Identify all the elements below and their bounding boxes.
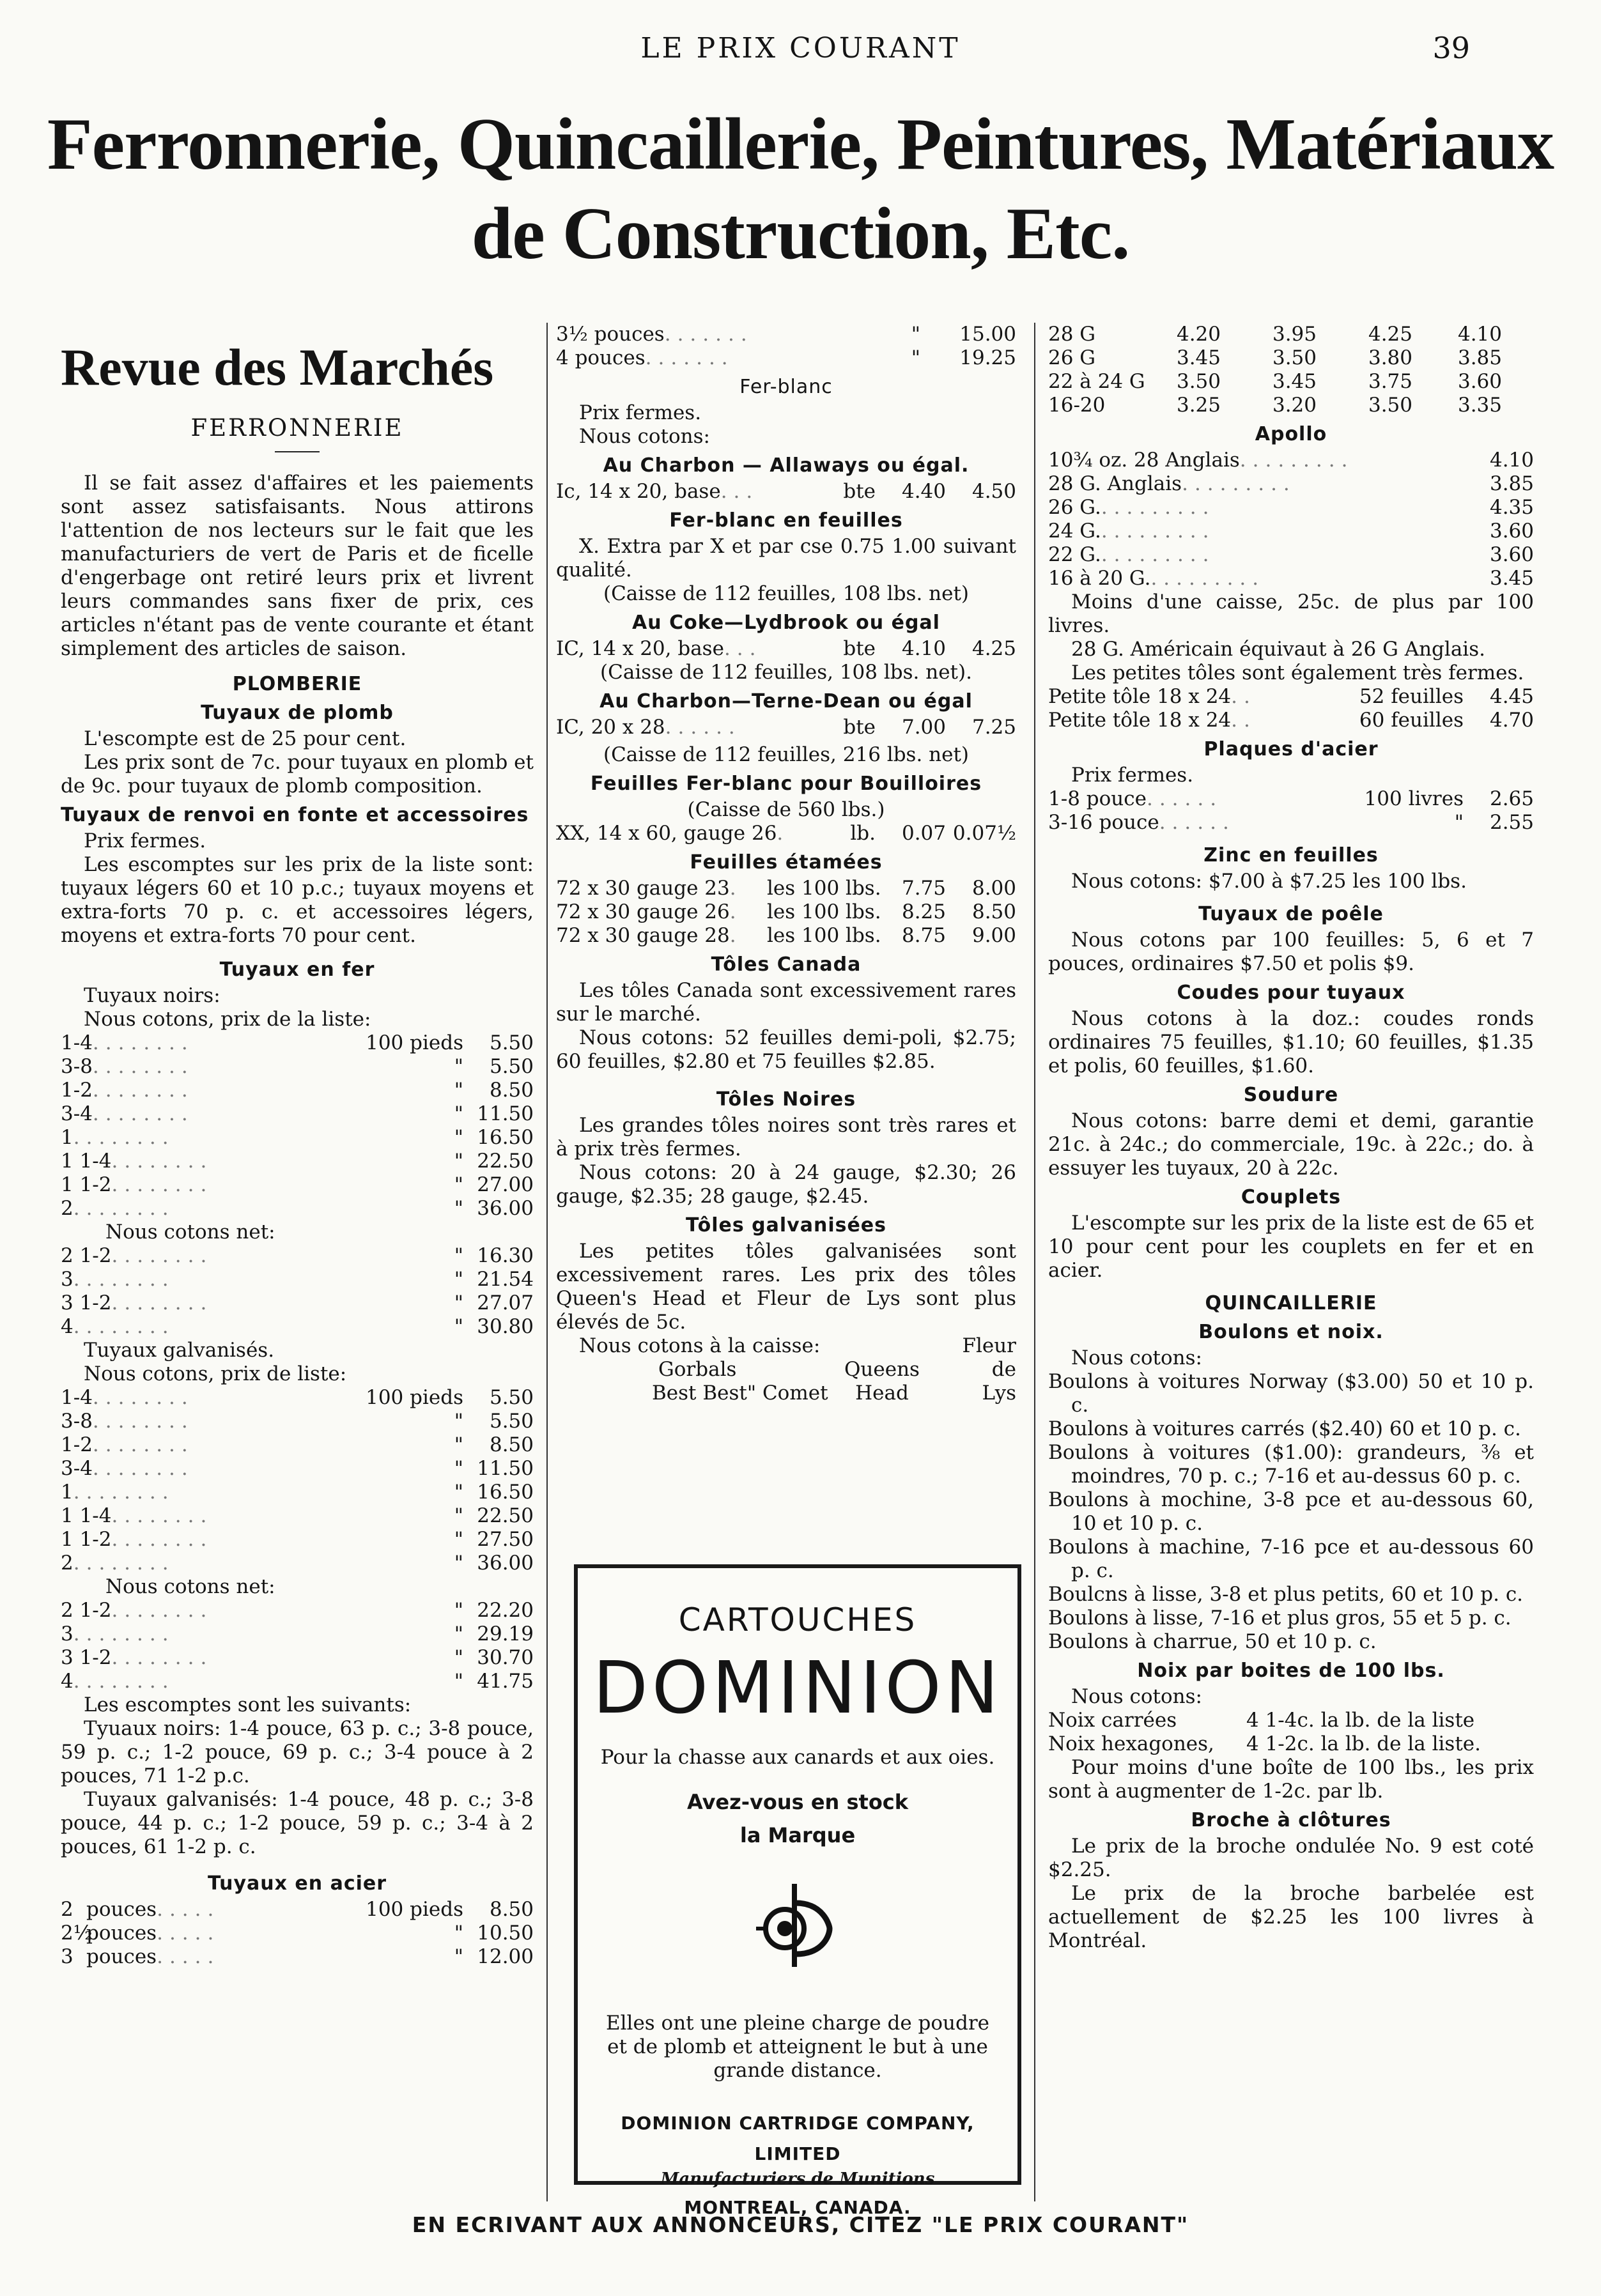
list-item: Boulcns à lisse, 3-8 et plus petits, 60 et 10 p. c. xyxy=(1048,1583,1524,1606)
noirs-table xyxy=(61,1031,534,1221)
zinc-paragraph: Nous cotons: $7.00 à $7.25 les 100 lbs. xyxy=(1071,870,1467,893)
table-row: 3 1-2 ........ " 27.07 xyxy=(61,1291,534,1314)
list-item: Boulons à voitures carrés ($2.40) 60 et 10 p. c. xyxy=(1048,1417,1521,1440)
table-row: 16 à 20 G. ......... 3.45 xyxy=(1048,567,1534,590)
boulons-heading: Boulons et noix. xyxy=(1198,1321,1384,1343)
canada-heading: Tôles Canada xyxy=(711,953,862,976)
ad-dominion: DOMINION xyxy=(592,1647,1003,1730)
ad-cartouches: CARTOUCHES xyxy=(678,1601,917,1638)
ad-makers: Manufacturiers de Munitions xyxy=(660,2169,935,2189)
table-row: Noix carrées 4 1-4c. la lb. de la liste xyxy=(1048,1709,1475,1732)
list-item: Boulons à voitures Norway ($3.00) 50 et 10 p. c. xyxy=(1048,1370,1534,1417)
footer-notice: EN ECRIVANT AUX ANNONCEURS, CITEZ "LE PRIX COURANT" xyxy=(412,2212,1189,2237)
table-row: 2 ........ " 36.00 xyxy=(61,1197,534,1220)
page-number: 39 xyxy=(1432,31,1470,65)
tuyaux-acier-heading: Tuyaux en acier xyxy=(207,1872,387,1895)
dominion-advertisement xyxy=(574,1564,1021,2218)
tuyaux-noirs-label: Tuyaux noirs: xyxy=(84,984,220,1007)
nous-cotons-net-2: Nous cotons net: xyxy=(105,1575,275,1598)
petites-paragraph: Les petites tôles sont également très fermes. xyxy=(1071,661,1524,684)
revue-heading: Revue des Marchés xyxy=(61,338,494,396)
nous-cotons-liste: Nous cotons, prix de la liste: xyxy=(84,1008,371,1031)
ferblanc-feuilles-heading: Fer-blanc en feuilles xyxy=(669,509,903,532)
table-row: 3 ........ " 29.19 xyxy=(61,1622,534,1645)
table-row: 1 1-2 ........ " 27.00 xyxy=(61,1173,534,1196)
table-row: 3-4 ........ " 11.50 xyxy=(61,1102,534,1125)
running-head: LE PRIX COURANT xyxy=(640,32,961,65)
galv-escomptes: Tuyaux galvanisés: 1-4 pouce, 48 p. c.; 3-8 pouce, 44 p. c.; 1-2 pouce, 59 p. c.; 3-4 à 2 pouces, 61 1-2 p. c. xyxy=(61,1788,534,1858)
nous-cotons: Nous cotons: xyxy=(579,425,710,448)
couplets-heading: Couplets xyxy=(1241,1186,1342,1208)
charbon-heading: Au Charbon — Allaways ou égal. xyxy=(603,454,970,477)
table-row: 1-2 ........ " 8.50 xyxy=(61,1079,534,1102)
table-row: 3-8 ........ " 5.50 xyxy=(61,1410,534,1433)
caisse-note: (Caisse de 112 feuilles, 216 lbs. net) xyxy=(603,743,970,766)
table-row: 1 ........ " 16.50 xyxy=(61,1481,534,1504)
galv-net-table xyxy=(61,1599,534,1693)
list-item: Boulons à charrue, 50 et 10 p. c. xyxy=(1048,1630,1377,1653)
caisse-note: (Caisse de 560 lbs.) xyxy=(687,798,885,821)
noix-paragraph: Pour moins d'une boîte de 100 lbs., les prix sont à augmenter de 1-2c. par lb. xyxy=(1048,1756,1534,1803)
broche-heading: Broche à clôtures xyxy=(1191,1809,1391,1831)
nous-cotons-liste-2: Nous cotons, prix de liste: xyxy=(84,1362,347,1385)
column-3 xyxy=(1048,323,1534,1953)
escompte-25: L'escompte est de 25 pour cent. xyxy=(84,727,406,750)
table-row: 4 ........ " 41.75 xyxy=(61,1670,534,1693)
table-row: 24 G. ......... 3.60 xyxy=(1048,520,1534,543)
table-row: 72 x 30 gauge 23 . les 100 lbs. 7.75 8.00 xyxy=(556,877,1016,900)
caisse-note: (Caisse de 112 feuilles, 108 lbs. net) xyxy=(603,582,970,605)
table-row: 3-16 pouce ...... " 2.55 xyxy=(1048,811,1534,834)
table-row: 1-2 ........ " 8.50 xyxy=(61,1433,534,1456)
intro-paragraph: Il se fait assez d'affaires et les paiements sont assez satisfaisants. Nous attirons l'attention de nos lecteurs sur le fait que les manufacturiers de vert de Paris et de ficelle d'engerbage ont retiré leurs prix et livrent leurs commandes sans fixer de prix, ces articles n'étant pas de vente courante et étant simplement des articles de saison. xyxy=(61,472,534,660)
noix-heading: Noix par boites de 100 lbs. xyxy=(1137,1660,1445,1682)
table-row: 1 ........ " 16.50 xyxy=(61,1126,534,1149)
ad-city: MONTREAL, CANADA. xyxy=(684,2197,911,2218)
etamees-heading: Feuilles étamées xyxy=(690,851,883,874)
soudure-paragraph: Nous cotons: barre demi et demi, garantie 21c. à 24c.; do commerciale, 19c. à 22c.; do. à essuyer les tuyaux, 20 à 22c. xyxy=(1048,1109,1534,1180)
tuyaux-fer-heading: Tuyaux en fer xyxy=(219,959,375,981)
table-row: 4 pouces ....... " 19.25 xyxy=(556,346,1016,369)
galv-heading: Tôles galvanisées xyxy=(685,1214,887,1237)
ad-company: DOMINION CARTRIDGE COMPANY, LIMITED xyxy=(621,2113,975,2164)
page-title-line1: Ferronnerie, Quincaillerie, Peintures, Matériaux xyxy=(47,104,1554,185)
table-row: Noix hexagones, 4 1-2c. la lb. de la liste. xyxy=(1048,1732,1481,1755)
table-row: 22 à 24 G 3.50 3.45 3.75 3.60 xyxy=(1048,370,1502,393)
ad-description: Elles ont une pleine charge de poudre et de plomb et atteignent le but à une grande distance. xyxy=(605,2012,990,2082)
broche-paragraph-2: Le prix de la broche barbelée est actuellement de $2.25 les 100 livres à Montréal. xyxy=(1048,1882,1534,1952)
table-row: 2 ........ " 36.00 xyxy=(61,1552,534,1575)
bouilloires-heading: Feuilles Fer-blanc pour Bouilloires xyxy=(590,773,982,795)
coke-heading: Au Coke—Lydbrook ou égal xyxy=(632,612,940,634)
tuyaux-galv-label: Tuyaux galvanisés. xyxy=(84,1339,275,1362)
cartridge-logo-icon xyxy=(756,1877,839,1973)
quincaillerie-heading: QUINCAILLERIE xyxy=(1205,1292,1377,1314)
list-item: Boulons à machine, 7-16 pce et au-dessous 60 p. c. xyxy=(1048,1536,1534,1582)
broche-paragraph: Le prix de la broche ondulée No. 9 est coté $2.25. xyxy=(1048,1835,1534,1881)
table-row: Petite tôle 18 x 24 .. 52 feuilles 4.45 xyxy=(1048,685,1534,708)
table-row: 1 1-2 ........ " 27.50 xyxy=(61,1528,534,1551)
caisse-note: (Caisse de 112 feuilles, 108 lbs. net). xyxy=(600,661,972,684)
table-row: IC, 20 x 28 ...... bte 7.00 7.25 xyxy=(556,716,1016,739)
galv-table xyxy=(61,1386,534,1575)
column-1 xyxy=(61,323,534,1969)
poele-paragraph: Nous cotons par 100 feuilles: 5, 6 et 7 pouces, ordinaires $7.50 et polis $9. xyxy=(1048,928,1534,975)
table-row: 4 ........ " 30.80 xyxy=(61,1315,534,1338)
acier-table xyxy=(61,1898,534,1969)
table-row: 3-4 ........ " 11.50 xyxy=(61,1457,534,1480)
noires-paragraph-2: Nous cotons: 20 à 24 gauge, $2.30; 26 gauge, $2.35; 28 gauge, $2.45. xyxy=(556,1161,1016,1208)
table-row: 2 1-2 ........ " 16.30 xyxy=(61,1244,534,1267)
apollo-heading: Apollo xyxy=(1255,423,1327,445)
table-row: 2 pouces ..... 100 pieds 8.50 xyxy=(61,1898,534,1921)
prix-fermes: Prix fermes. xyxy=(1071,764,1194,787)
table-row: Petite tôle 18 x 24 .. 60 feuilles 4.70 xyxy=(1048,709,1534,732)
ad-tagline: Pour la chasse aux canards et aux oies. xyxy=(600,1746,995,1769)
noirs-net-table xyxy=(61,1244,534,1339)
galv-heads-row-2: Best Best" Comet Head Lys xyxy=(652,1382,1016,1405)
noirs-escomptes: Tyuaux noirs: 1-4 pouce, 63 p. c.; 3-8 pouce, 59 p. c.; 1-2 pouce, 69 p. c.; 3-4 pouce à 2 pouces, 71 1-2 p.c. xyxy=(61,1717,534,1787)
table-row: 72 x 30 gauge 26 . les 100 lbs. 8.25 8.50 xyxy=(556,900,1016,923)
table-row: 2 1-2 ........ " 22.20 xyxy=(61,1599,534,1622)
extra-text: X. Extra par X et par cse 0.75 1.00 suivant qualité. xyxy=(556,535,1016,582)
canada-paragraph-2: Nous cotons: 52 feuilles demi-poli, $2.75; 60 feuilles, $2.80 et 75 feuilles $2.85. xyxy=(556,1026,1016,1073)
tuyaux-plomb-heading: Tuyaux de plomb xyxy=(201,702,394,724)
couplets-paragraph: L'escompte sur les prix de la liste est de 65 et 10 pour cent pour les couplets en fer et en acier. xyxy=(1048,1212,1534,1282)
plaques-heading: Plaques d'acier xyxy=(1203,738,1379,760)
galv-paragraph: Les petites tôles galvanisées sont excessivement rares. Les prix des tôles Queen's Head et Fleur de Lys sont plus élevés de 5c. xyxy=(556,1240,1016,1334)
table-row: 16-20 3.25 3.20 3.50 3.35 xyxy=(1048,394,1502,417)
table-row: 3½ pouces ....... " 15.00 xyxy=(556,323,1016,346)
ad-stock-question: Avez-vous en stock la Marque xyxy=(686,1790,909,1847)
page-title-line2: de Construction, Etc. xyxy=(471,193,1130,275)
escomptes-liste: Les escomptes sur les prix de la liste sont: tuyaux légers 60 et 10 p.c.; tuyaux moyens et extra-forts 70 p. c. et accessoires légers, moyens et extra-forts 70 pour cent. xyxy=(61,853,534,947)
table-row: 3-8 ........ " 5.50 xyxy=(61,1055,534,1078)
list-item: Boulons à lisse, 7-16 et plus gros, 55 et 5 p. c. xyxy=(1048,1606,1512,1630)
table-row: 26 G 3.45 3.50 3.80 3.85 xyxy=(1048,346,1502,369)
table-row: 28 G. Anglais ......... 3.85 xyxy=(1048,472,1534,495)
nous-cotons-net: Nous cotons net: xyxy=(105,1221,275,1244)
table-row: 2½ pouces ..... " 10.50 xyxy=(61,1922,534,1945)
table-row: 10¾ oz. 28 Anglais ......... 4.10 xyxy=(1048,449,1534,472)
table-row: 1 1-4 ........ " 22.50 xyxy=(61,1504,534,1527)
galv-caisse-row: Nous cotons à la caisse: Fleur xyxy=(579,1334,1016,1357)
soudure-heading: Soudure xyxy=(1243,1084,1339,1106)
plomberie-heading: PLOMBERIE xyxy=(232,673,362,695)
list-item: Boulons à voitures ($1.00): grandeurs, ⅜ et moindres, 70 p. c.; 7-16 et au-dessus 60 p. c. xyxy=(1048,1441,1534,1488)
table-row: 1-4 ........ 100 pieds 5.50 xyxy=(61,1386,534,1409)
renvoi-heading: Tuyaux de renvoi en fonte et accessoires xyxy=(61,804,529,826)
table-row: 3 ........ " 21.54 xyxy=(61,1268,534,1291)
noires-heading: Tôles Noires xyxy=(716,1088,856,1111)
nous-cotons: Nous cotons: xyxy=(1071,1346,1202,1369)
column-rule xyxy=(546,323,548,2201)
table-row: 1 1-4 ........ " 22.50 xyxy=(61,1150,534,1173)
column-2 xyxy=(556,323,1016,1405)
nous-cotons-2: Nous cotons: xyxy=(1071,1685,1202,1708)
table-row: IC, 14 x 20, base ... bte 4.10 4.25 xyxy=(556,637,1016,660)
ferblanc-heading: Fer-blanc xyxy=(739,376,833,398)
terne-heading: Au Charbon—Terne-Dean ou égal xyxy=(599,690,973,713)
table-row: 26 G. ......... 4.35 xyxy=(1048,496,1534,519)
list-item: Boulons à mochine, 3-8 pce et au-dessous 60, 10 et 10 p. c. xyxy=(1048,1488,1534,1535)
table-row: 72 x 30 gauge 28 . les 100 lbs. 8.75 9.00 xyxy=(556,924,1016,947)
table-row: 1-8 pouce ...... 100 livres 2.65 xyxy=(1048,787,1534,810)
table-row: 3 1-2 ........ " 30.70 xyxy=(61,1646,534,1669)
table-row: 1-4 ........ 100 pieds 5.50 xyxy=(61,1031,534,1054)
table-row: 22 G. ......... 3.60 xyxy=(1048,543,1534,566)
table-row: XX, 14 x 60, gauge 26 . lb. 0.07 0.07½ xyxy=(556,822,1016,845)
prix-fermes: Prix fermes. xyxy=(84,829,206,852)
prix-fermes: Prix fermes. xyxy=(579,401,702,424)
poele-heading: Tuyaux de poêle xyxy=(1198,903,1384,925)
coudes-paragraph: Nous cotons à la doz.: coudes ronds ordinaires 75 feuilles, $1.10; 60 feuilles, $1.35 et polis, 60 feuilles, $1.60. xyxy=(1048,1007,1534,1077)
noires-paragraph: Les grandes tôles noires sont très rares et à prix très fermes. xyxy=(556,1114,1016,1160)
ferronnerie-heading: FERRONNERIE xyxy=(190,414,404,442)
escomptes-suivants: Les escomptes sont les suivants: xyxy=(84,1693,412,1716)
canada-paragraph: Les tôles Canada sont excessivement rares sur le marché. xyxy=(556,979,1016,1026)
coudes-heading: Coudes pour tuyaux xyxy=(1177,982,1405,1004)
prix-7c: Les prix sont de 7c. pour tuyaux en plomb et de 9c. pour tuyaux de plomb composition. xyxy=(61,751,534,797)
americain-paragraph: 28 G. Américain équivaut à 26 G Anglais. xyxy=(1071,638,1485,661)
moins-paragraph: Moins d'une caisse, 25c. de plus par 100 livres. xyxy=(1048,590,1534,637)
zinc-heading: Zinc en feuilles xyxy=(1203,844,1379,867)
table-row: 3 pouces ..... " 12.00 xyxy=(61,1945,534,1968)
table-row: Ic, 14 x 20, base ... bte 4.40 4.50 xyxy=(556,480,1016,503)
column-rule xyxy=(1034,323,1035,2201)
divider xyxy=(275,451,320,452)
galv-heads-row: Gorbals Queens de xyxy=(658,1358,1016,1381)
table-row: 28 G 4.20 3.95 4.25 4.10 xyxy=(1048,323,1502,346)
